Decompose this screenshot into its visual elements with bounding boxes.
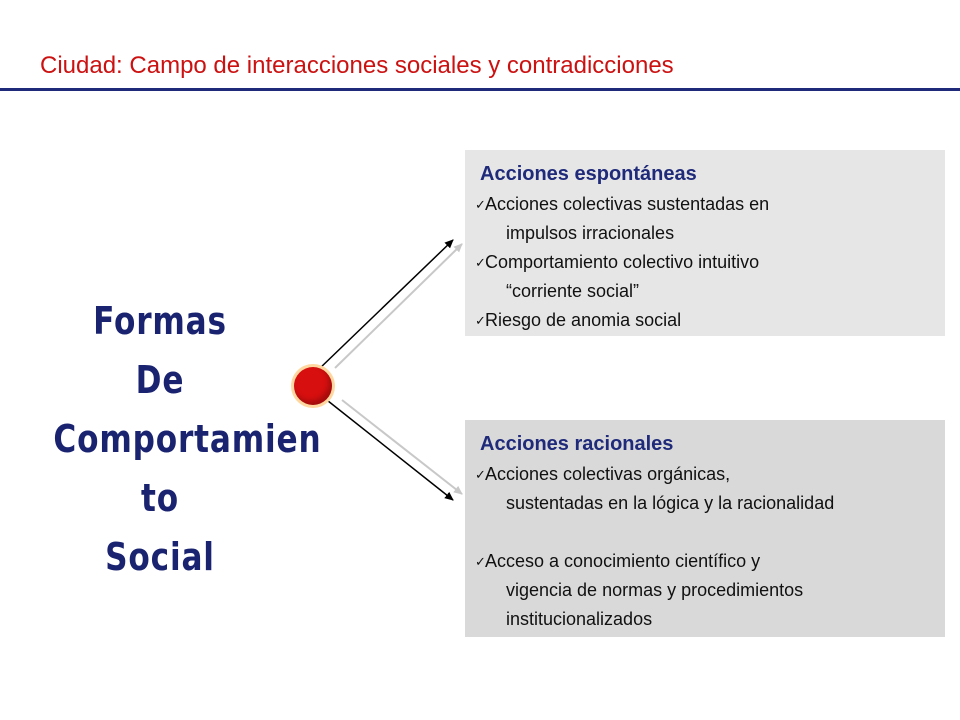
- item-line: Acciones colectivas sustentadas en: [485, 194, 770, 214]
- item-line: vigencia de normas y procedimientos: [506, 580, 804, 600]
- arrow-down-shadow: [342, 400, 462, 494]
- arrow-down: [318, 393, 453, 500]
- list-item: [475, 306, 945, 335]
- arrow-up: [318, 240, 453, 370]
- list-spacer: [475, 518, 945, 547]
- list-item: [475, 547, 945, 634]
- box-heading: Acciones espontáneas: [480, 163, 697, 185]
- item-line: Riesgo de anomia social: [485, 310, 682, 330]
- item-line: institucionalizados: [506, 609, 653, 629]
- hub-circle: [294, 367, 332, 405]
- rational-actions-box: [465, 420, 945, 637]
- spontaneous-actions-box: [465, 150, 945, 336]
- center-line: Social: [105, 535, 215, 579]
- center-line: Formas: [93, 299, 227, 343]
- item-line: sustentadas en la lógica y la racionalidad: [506, 493, 835, 513]
- item-line: Acceso a conocimiento científico y: [485, 551, 761, 571]
- list-item: [475, 460, 945, 518]
- center-line: De: [135, 358, 185, 402]
- box-heading: Acciones racionales: [480, 433, 674, 455]
- checkmark-icon: ✓: [475, 255, 486, 270]
- center-line: to: [141, 476, 179, 520]
- checkmark-icon: ✓: [475, 197, 486, 212]
- center-concept: [53, 292, 322, 587]
- checkmark-icon: ✓: [475, 467, 486, 482]
- item-line: “corriente social”: [506, 281, 640, 301]
- item-line: impulsos irracionales: [506, 223, 675, 243]
- item-line: Acciones colectivas orgánicas,: [485, 464, 731, 484]
- item-line: Comportamiento colectivo intuitivo: [485, 252, 760, 272]
- center-line: Comportamien: [53, 417, 322, 461]
- bullet-list: [465, 460, 945, 634]
- bullet-list: [465, 190, 945, 335]
- slide-title: Ciudad: Campo de interacciones sociales y contradicciones: [40, 52, 674, 79]
- arrow-up-shadow: [335, 244, 462, 368]
- list-item: [475, 248, 945, 306]
- checkmark-icon: ✓: [475, 554, 486, 569]
- checkmark-icon: ✓: [475, 313, 486, 328]
- list-item: [475, 190, 945, 248]
